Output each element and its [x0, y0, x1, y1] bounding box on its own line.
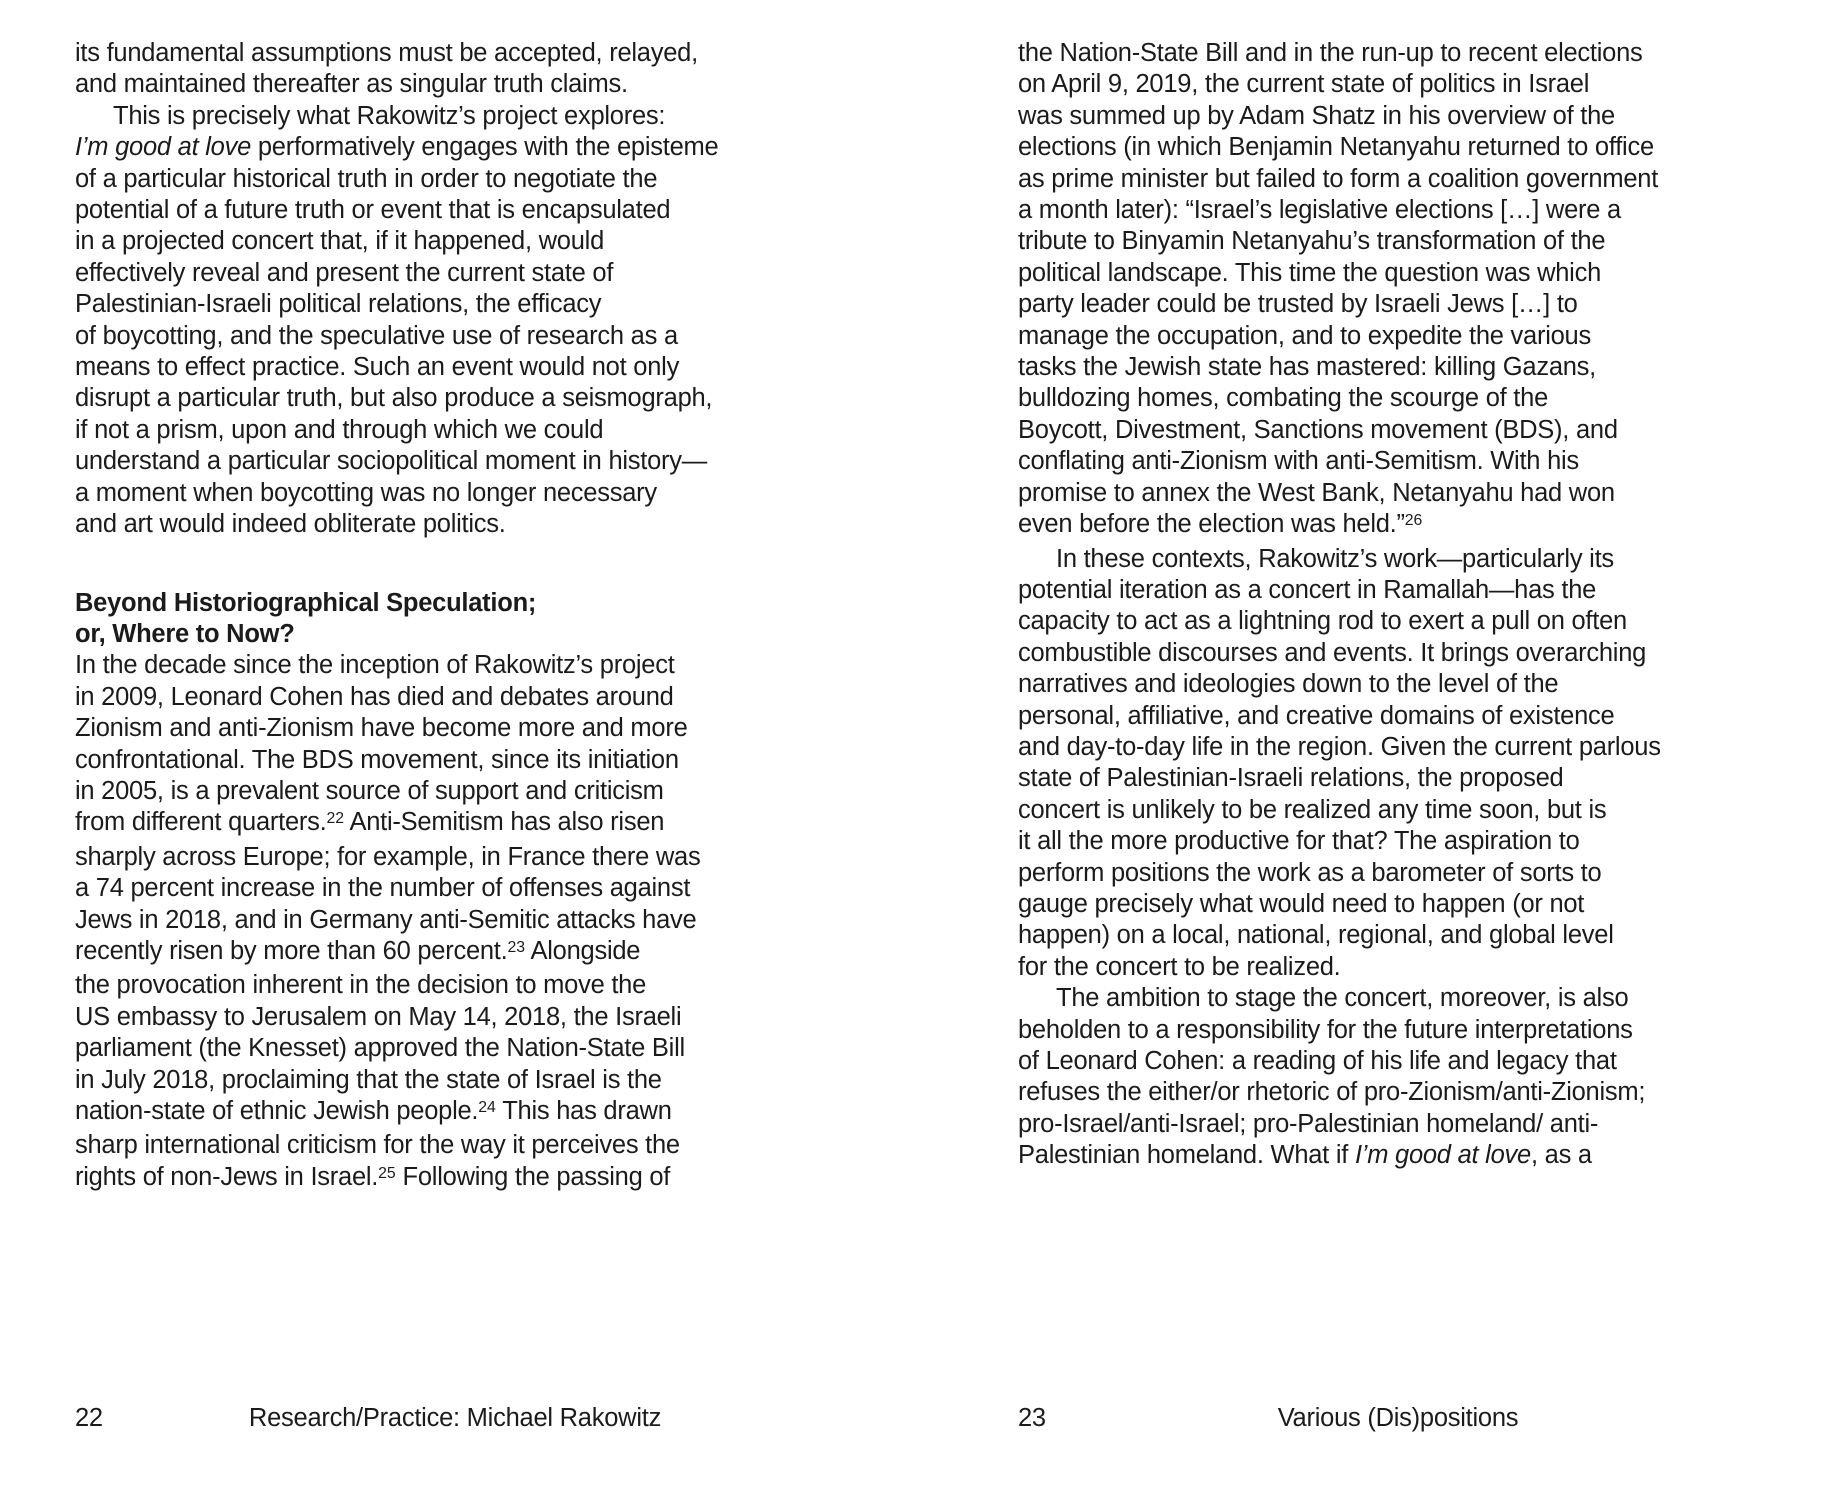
body-text-line: political landscape. This time the question was which	[1018, 258, 1602, 287]
body-text-line: refuses the either/or rhetoric of pro-Zionism/anti-Zionism;	[1018, 1078, 1646, 1107]
body-text-line: perform positions the work as a barometer of sorts to	[1018, 858, 1602, 887]
body-text-line: sharp international criticism for the way it perceives the	[75, 1131, 680, 1160]
footnote-reference: 22	[326, 810, 345, 828]
body-text-line: a 74 percent increase in the number of offenses against	[75, 874, 691, 903]
body-text-line: if not a prism, upon and through which we could	[75, 415, 604, 444]
body-text-line: The ambition to stage the concert, moreover, is also	[1056, 984, 1629, 1013]
body-text-line: state of Palestinian-Israeli relations, the proposed	[1018, 764, 1564, 793]
body-text-line: Boycott, Divestment, Sanctions movement (BDS), and	[1018, 415, 1618, 444]
footnote-reference: 26	[1404, 511, 1423, 529]
body-text-line: capacity to act as a lightning rod to exert a pull on often	[1018, 607, 1627, 636]
footnote-reference: 24	[478, 1098, 496, 1116]
body-text-line: beholden to a responsibility for the future interpretations	[1018, 1015, 1633, 1044]
page-footer-left	[75, 1403, 835, 1434]
body-text-line: potential of a future truth or event that is encapsulated	[75, 196, 671, 225]
body-text-line: means to effect practice. Such an event would not only	[75, 353, 680, 382]
body-text-line: bulldozing homes, combating the scourge of the	[1018, 384, 1549, 413]
running-title-right: Various (Dis)positions	[1277, 1404, 1519, 1432]
page-right	[1018, 0, 1778, 1500]
body-text-line: and day-to-day life in the region. Given the current parlous	[1018, 732, 1661, 761]
body-text-line: Palestinian homeland. What if I’m good at love, as a	[1018, 1141, 1592, 1170]
body-text-line: the provocation inherent in the decision to move the	[75, 971, 647, 1000]
body-text-line: This is precisely what Rakowitz’s project explores:	[113, 101, 666, 130]
body-text-line: In the decade since the inception of Rakowitz’s project	[75, 651, 675, 680]
body-text-line: of a particular historical truth in order to negotiate the	[75, 164, 658, 193]
body-text-line: a moment when boycotting was no longer necessary	[75, 478, 657, 507]
body-text-line: promise to annex the West Bank, Netanyahu had won	[1018, 478, 1615, 507]
body-text-line: recently risen by more than 60 percent.$^{23}$ Alongside	[75, 936, 641, 965]
body-text-line: a month later): “Israel’s legislative elections […] were a	[1018, 196, 1621, 225]
page-number-right: 23	[1018, 1404, 1046, 1432]
body-text-line: disrupt a particular truth, but also produce a seismograph,	[75, 384, 713, 413]
footnote-reference: 23	[507, 938, 526, 956]
body-text-line: tasks the Jewish state has mastered: killing Gazans,	[1018, 353, 1597, 382]
body-text-line: happen) on a local, national, regional, and global level	[1018, 921, 1614, 950]
body-text-line: party leader could be trusted by Israeli Jews […] to	[1018, 290, 1578, 319]
body-text-line: its fundamental assumptions must be accepted, relayed,	[75, 39, 698, 67]
body-text-line: the Nation-State Bill and in the run-up to recent elections	[1018, 39, 1643, 67]
body-text-line: Palestinian-Israeli political relations, the efficacy	[75, 290, 602, 319]
body-text-line: potential iteration as a concert in Ramallah—has the	[1018, 575, 1597, 604]
body-text-line: effectively reveal and present the current state of	[75, 258, 614, 287]
heading-line: or, Where to Now?	[75, 619, 295, 648]
body-text-line: for the concert to be realized.	[1018, 952, 1341, 981]
body-text-line: was summed up by Adam Shatz in his overview of the	[1018, 101, 1615, 130]
body-text-line: nation-state of ethnic Jewish people.$^{24}$ This has drawn	[75, 1097, 672, 1125]
body-text-line: combustible discourses and events. It brings overarching	[1018, 638, 1647, 667]
body-text-line: I’m good at love performatively engages with the episteme	[75, 133, 719, 162]
body-text-line: confrontational. The BDS movement, since its initiation	[75, 745, 679, 774]
running-title-left: Research/Practice: Michael Rakowitz	[248, 1404, 662, 1432]
body-text-line: personal, affiliative, and creative domains of existence	[1018, 701, 1615, 730]
body-text-line: narratives and ideologies down to the level of the	[1018, 670, 1559, 699]
body-text-line: In these contexts, Rakowitz’s work—particularly its	[1056, 544, 1614, 573]
body-text-line: parliament (the Knesset) approved the Nation-State Bill	[75, 1034, 685, 1063]
body-text-line: elections (in which Benjamin Netanyahu returned to office	[1018, 133, 1654, 162]
body-text-line: sharply across Europe; for example, in France there was	[75, 842, 701, 871]
body-text-line: US embassy to Jerusalem on May 14, 2018, the Israeli	[75, 1002, 682, 1031]
page-left	[75, 0, 835, 1500]
body-text-line: of boycotting, and the speculative use of research as a	[75, 321, 678, 350]
page-number-left: 22	[75, 1404, 103, 1432]
body-text-line: concert is unlikely to be realized any time soon, but is	[1018, 795, 1607, 824]
body-text-line: in July 2018, proclaiming that the state of Israel is the	[75, 1065, 662, 1094]
body-text-line: rights of non-Jews in Israel.$^{25}$ Following the passing of	[75, 1162, 671, 1191]
body-text-line: conflating anti-Zionism with anti-Semitism. With his	[1018, 447, 1579, 476]
body-text-line: Jews in 2018, and in Germany anti-Semitic attacks have	[75, 905, 697, 934]
body-text-line: in 2009, Leonard Cohen has died and debates around	[75, 682, 674, 711]
body-text-line: pro-Israel/anti-Israel; pro-Palestinian homeland/ anti-	[1018, 1109, 1599, 1138]
body-text-line: Zionism and anti-Zionism have become more and more	[75, 714, 688, 743]
text-column-left	[75, 38, 835, 1196]
body-text-line: from different quarters.$^{22}$ Anti-Semitism has also risen	[75, 808, 665, 837]
body-text-line: in a projected concert that, if it happened, would	[75, 227, 605, 256]
page-footer-right	[1018, 1403, 1778, 1434]
footnote-reference: 25	[378, 1164, 396, 1182]
body-text-line: manage the occupation, and to expedite the various	[1018, 321, 1591, 350]
body-text-line: tribute to Binyamin Netanyahu’s transformation of the	[1018, 227, 1606, 256]
body-text-line: and maintained thereafter as singular truth claims.	[75, 70, 628, 99]
body-text-line: it all the more productive for that? The aspiration to	[1018, 827, 1580, 856]
body-text-line: understand a particular sociopolitical moment in history—	[75, 447, 708, 476]
body-text-line: even before the election was held.”$^{26}$	[1018, 510, 1423, 539]
text-column-right	[1018, 38, 1778, 1172]
body-text-line: of Leonard Cohen: a reading of his life and legacy that	[1018, 1047, 1617, 1075]
body-text-line: gauge precisely what would need to happen (or not	[1018, 889, 1585, 918]
body-text-line: as prime minister but failed to form a coalition government	[1018, 164, 1659, 193]
heading-line: Beyond Historiographical Speculation;	[75, 588, 537, 617]
body-text-line: in 2005, is a prevalent source of support and criticism	[75, 776, 664, 805]
body-text-line: on April 9, 2019, the current state of politics in Israel	[1018, 70, 1590, 99]
body-text-line: and art would indeed obliterate politics.	[75, 510, 506, 539]
